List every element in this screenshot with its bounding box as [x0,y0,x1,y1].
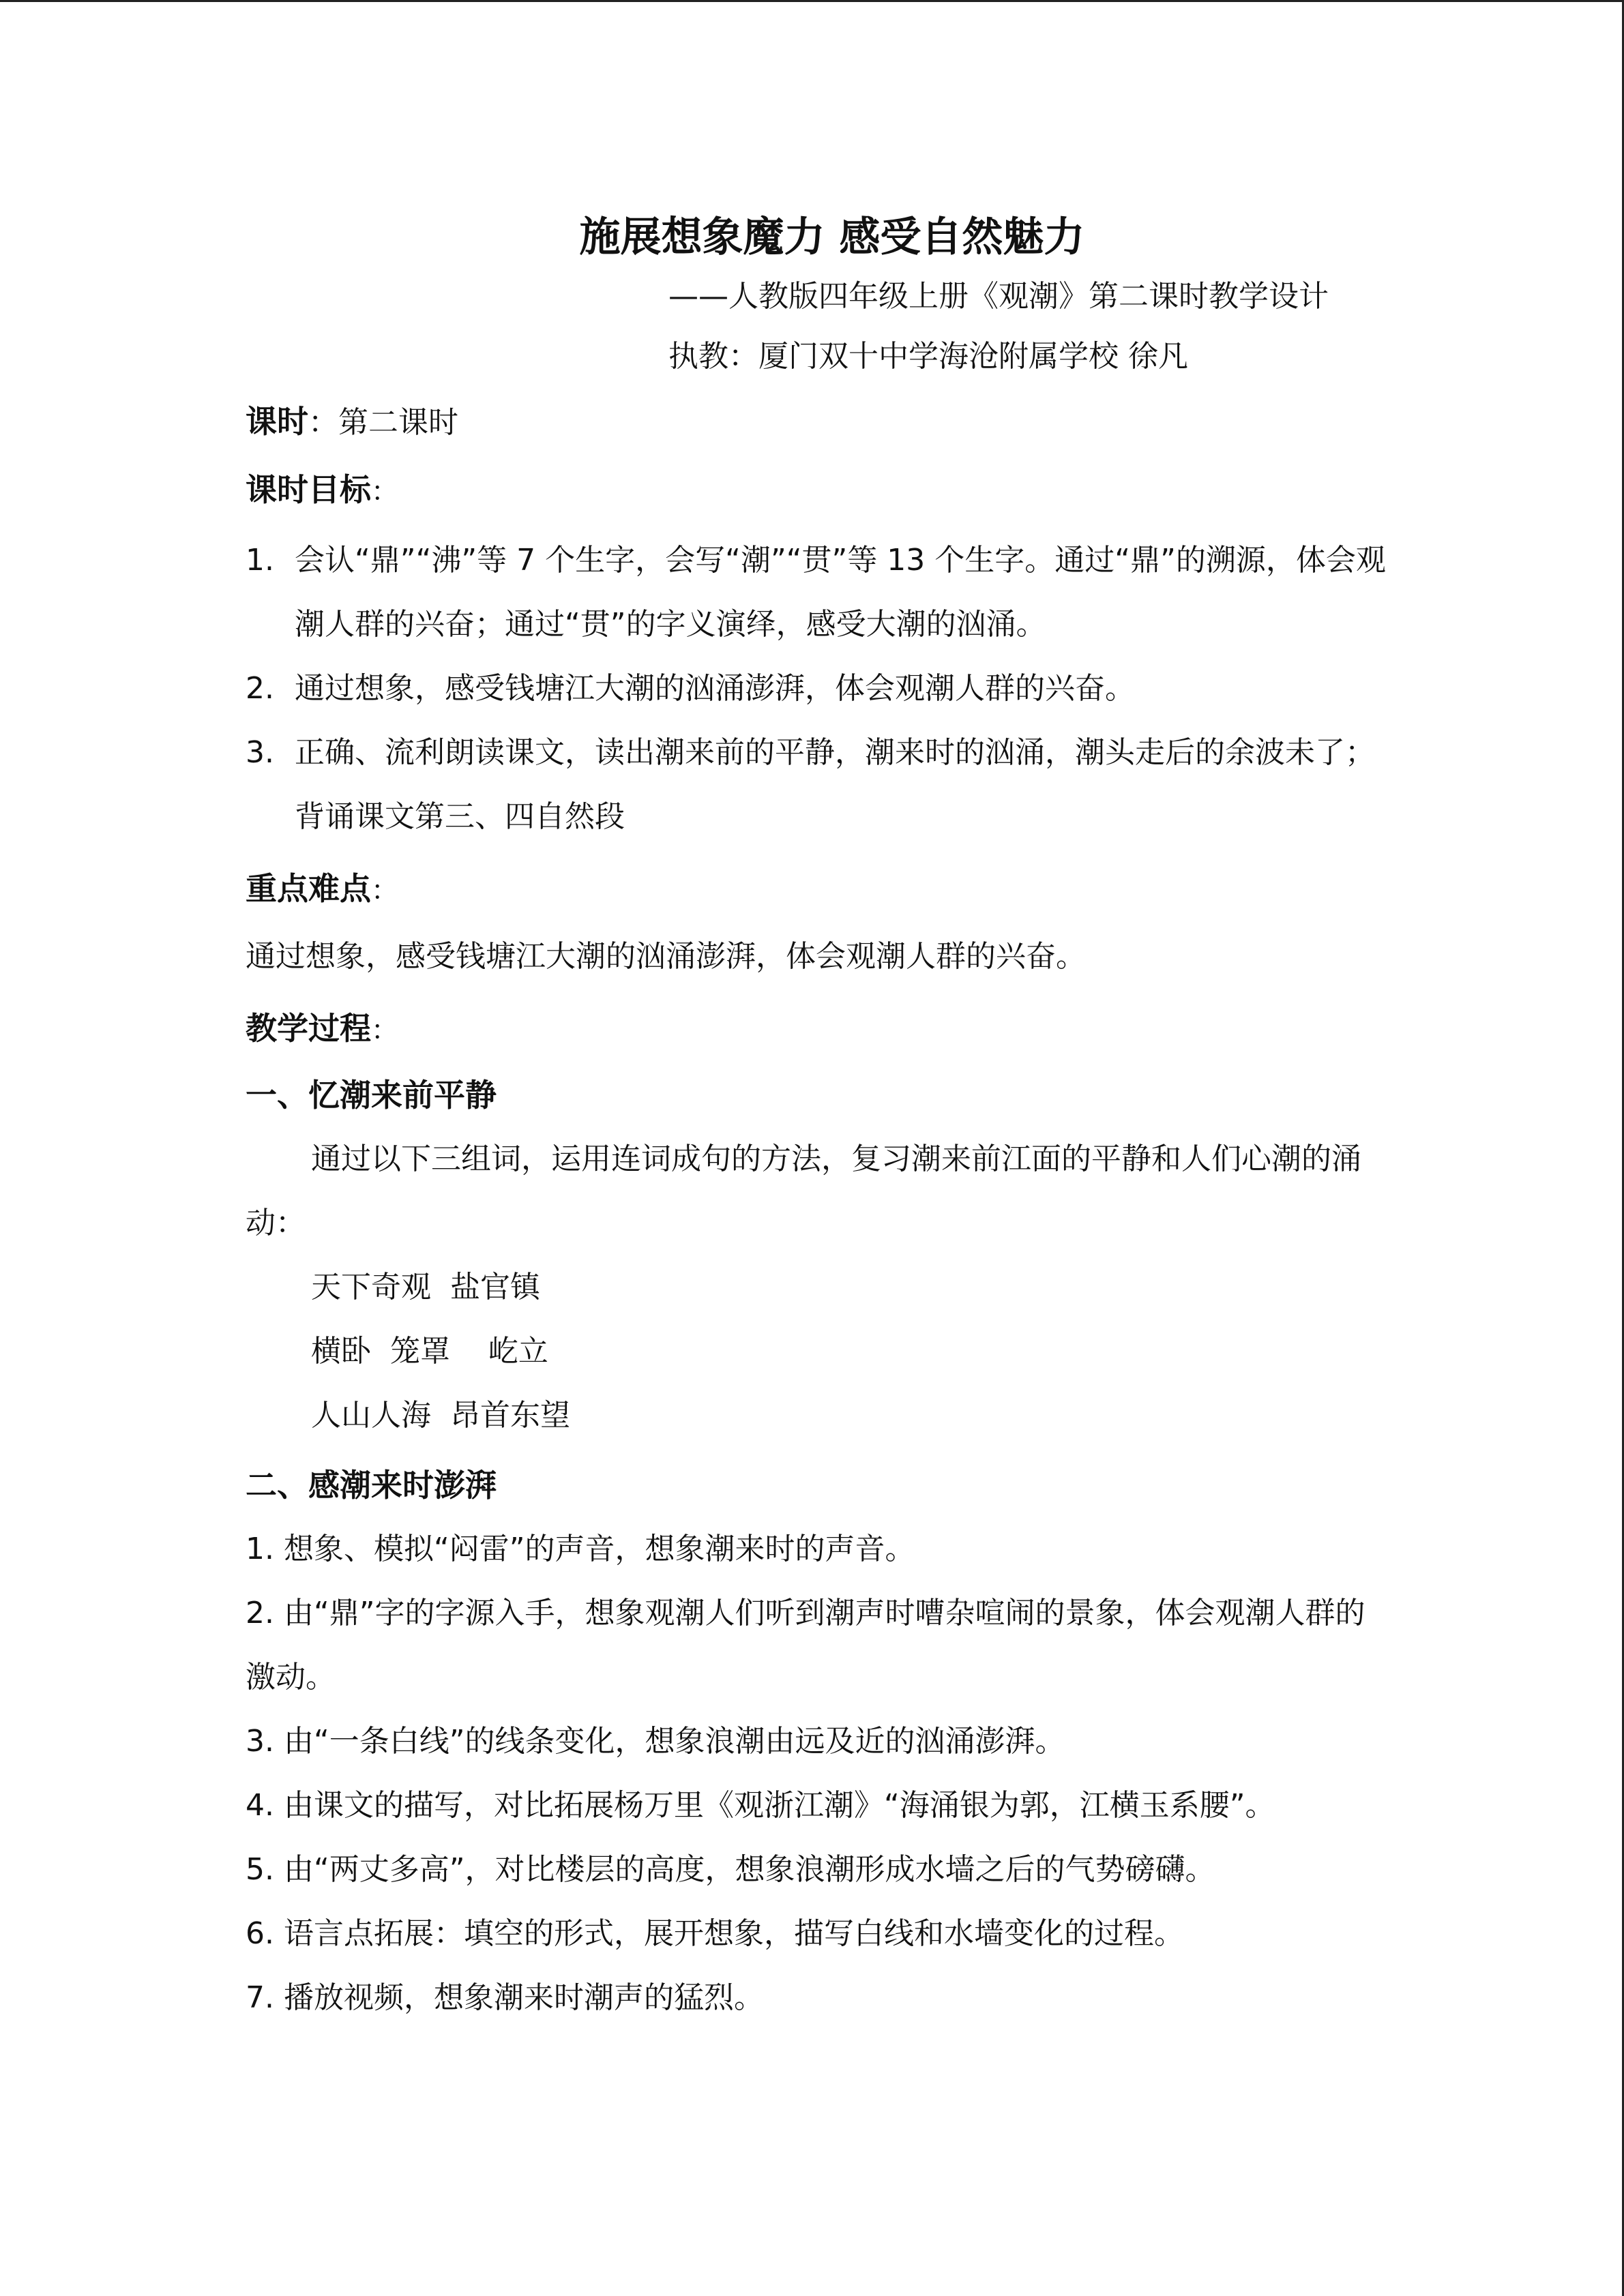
objectives-heading [246,462,1391,519]
document-body [246,205,1391,2030]
process-heading-text: 教学过程 [246,1010,371,1047]
section-1-intro: 通过以下三组词，运用连词成句的方法，复习潮来前江面的平静和人们心潮的涌动： [246,1142,1361,1240]
step-item: 3. 由“一条白线”的线条变化，想象浪潮由远及近的汹涌澎湃。 [246,1724,1065,1759]
section-1-title: 一、忆潮来前平静 [246,1077,497,1114]
keypoints-heading-colon: ： [371,875,398,906]
step-item: 7. 播放视频，想象潮来时潮声的猛烈。 [246,1980,764,2015]
keypoints-text: 通过想象，感受钱塘江大潮的汹涌澎湃，体会观潮人群的兴奋。 [246,939,1086,974]
objective-text: 会认“鼎”“沸”等 7 个生字，会写“潮”“贯”等 13 个生字。通过“鼎”的溯源，体会观潮人群的兴奋；通过“贯”的字义演绎，感受大潮的汹涌。 [295,543,1386,642]
step-item: 2. 由“鼎”字的字源入手，想象观潮人们听到潮声时嘈杂喧闹的景象，体会观潮人群的激动。 [246,1596,1365,1695]
page-border-top [0,0,1624,2]
step-item: 4. 由课文的描写，对比拓展杨万里《观浙江潮》“海涌银为郭，江横玉系腰”。 [246,1788,1275,1823]
objectives-heading-text: 课时目标 [246,471,371,508]
step-item: 1. 想象、模拟“闷雷”的声音，想象潮来时的声音。 [246,1532,915,1566]
lesson-value: ：第二课时 [308,405,458,440]
objectives-list [246,528,1391,849]
objective-number: 2. [246,671,274,706]
objective-text: 正确、流利朗读课文，读出潮来前的平静，潮来时的汹涌，潮头走后的余波未了；背诵课文第三、四自然段 [295,735,1375,834]
objectives-heading-colon: ： [371,476,398,507]
document-title: 施展想象魔力 感受自然魅力 [579,213,1085,261]
word-group: 横卧 笼罩 屹立 [311,1334,548,1369]
objective-number: 3. [246,735,274,770]
keypoints-heading-text: 重点难点 [246,870,371,907]
section-2-title: 二、感潮来时澎湃 [246,1467,497,1504]
objective-text: 通过想象，感受钱塘江大潮的汹涌澎湃，体会观潮人群的兴奋。 [295,671,1135,706]
step-item: 6. 语言点拓展：填空的形式，展开想象，描写白线和水墙变化的过程。 [246,1916,1184,1951]
word-group: 人山人海 昂首东望 [311,1398,570,1433]
objective-number: 1. [246,543,274,578]
process-heading [246,1001,1391,1058]
process-heading-colon: ： [371,1015,398,1046]
document-subtitle: ——人教版四年级上册《观潮》第二课时教学设计 [668,279,1329,314]
objective-item [246,657,1391,721]
objective-item [246,528,1391,657]
keypoints-heading [246,861,1391,918]
section-2-steps [246,1517,1391,2030]
word-group: 天下奇观 盐官镇 [311,1270,540,1304]
lesson-field [246,394,1391,450]
lesson-label: 课时 [246,403,308,440]
document-author: 执教：厦门双十中学海沧附属学校 徐凡 [668,339,1188,374]
objective-item [246,721,1391,849]
step-item: 5. 由“两丈多高”，对比楼层的高度，想象浪潮形成水墙之后的气势磅礴。 [246,1852,1215,1887]
